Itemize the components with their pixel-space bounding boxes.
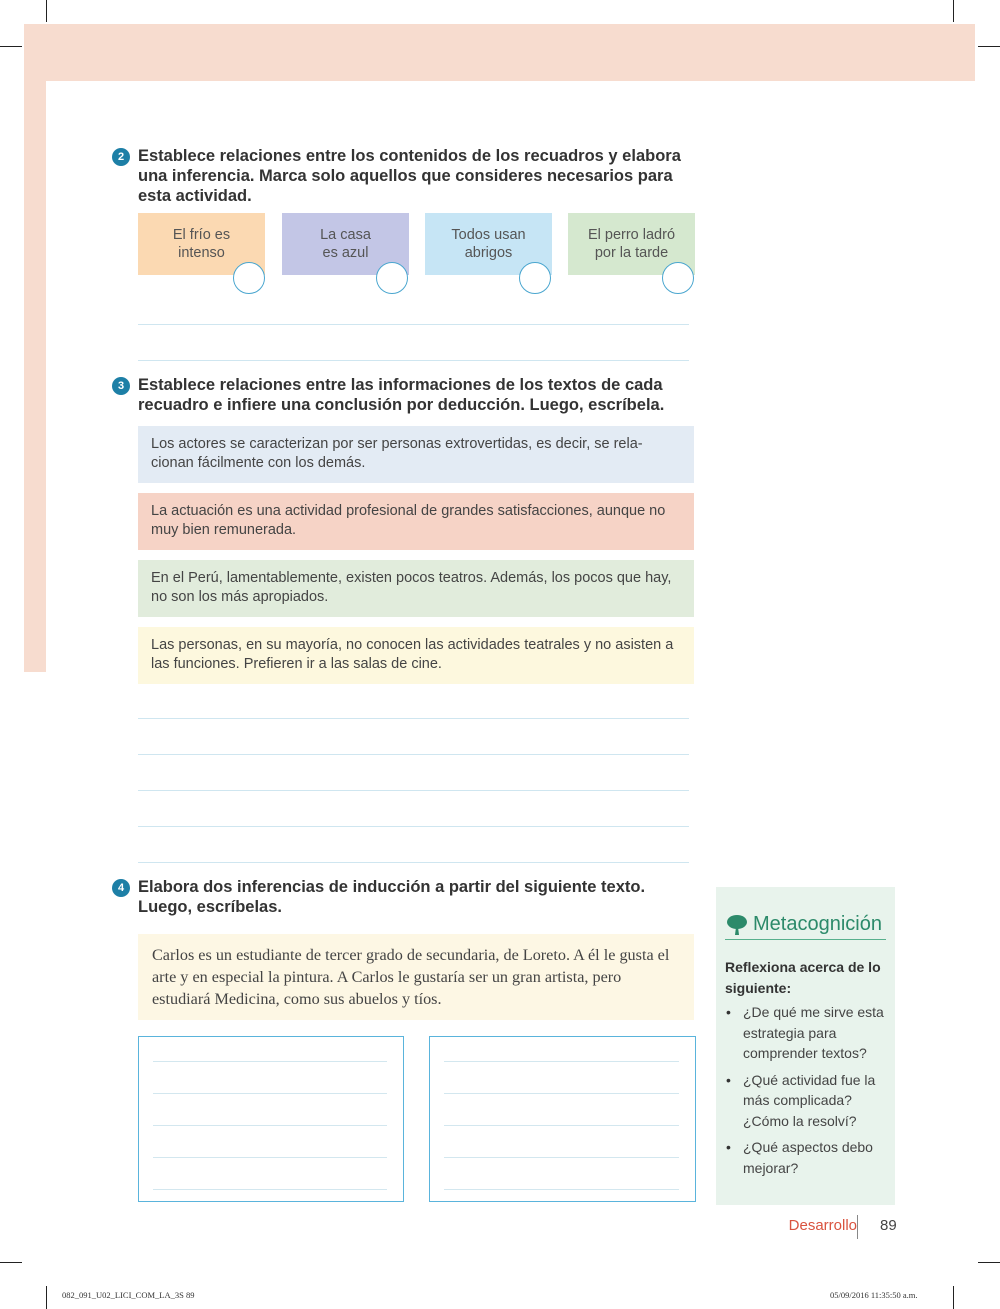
answer-line [444, 1061, 679, 1062]
section-label: Desarrollo [788, 1217, 857, 1234]
answer-line [444, 1125, 679, 1126]
crop-mark [46, 1286, 47, 1309]
question-number: 4 [112, 879, 130, 897]
answer-line [153, 1125, 387, 1126]
crop-mark [978, 46, 1000, 47]
metacognition-title: Metacognición [725, 913, 886, 940]
card-dog: El perro ladró por la tarde [568, 213, 695, 275]
header-band [24, 24, 975, 81]
list-item: • ¿De qué me sirve esta estrategia para comprender textos? [725, 1002, 886, 1064]
crop-mark [953, 0, 954, 22]
side-band [24, 24, 46, 672]
answer-line[interactable] [138, 324, 689, 325]
footer-divider [857, 1215, 858, 1239]
crop-mark [953, 1286, 954, 1309]
list-item: • ¿Qué actividad fue la más complicada? ¿Cómo la resolví? [725, 1070, 886, 1132]
metacognition-list [725, 1002, 886, 1178]
list-item: • ¿Qué aspectos debo mejorar? [725, 1137, 886, 1178]
answer-line [153, 1157, 387, 1158]
print-slug-file: 082_091_U02_LICI_COM_LA_3S 89 [62, 1290, 195, 1300]
inference-answer-box-2[interactable] [429, 1036, 696, 1202]
question-number: 2 [112, 148, 130, 166]
card-house-checkbox[interactable] [376, 262, 408, 294]
answer-line[interactable] [138, 826, 689, 827]
answer-line [444, 1189, 679, 1190]
question-3 [112, 375, 702, 415]
info-box-theaters: En el Perú, lamentablemente, existen pocos teatros. Además, los pocos que hay, no son los más apropiados. [138, 560, 694, 617]
card-coats-checkbox[interactable] [519, 262, 551, 294]
inference-answer-box-1[interactable] [138, 1036, 404, 1202]
crop-mark [978, 1262, 1000, 1263]
answer-line [153, 1189, 387, 1190]
crop-mark [0, 46, 22, 47]
question-text: Elabora dos inferencias de inducción a partir del siguiente texto. Luego, escríbelas. [138, 878, 646, 916]
tree-icon [725, 914, 749, 936]
question-text: Establece relaciones entre las informaciones de los textos de cada recuadro e infiere una conclusión por deducción. Luego, escríbela. [138, 376, 665, 414]
metacognition-panel [716, 887, 895, 1205]
answer-line[interactable] [138, 360, 689, 361]
question-2 [112, 146, 702, 206]
answer-line[interactable] [138, 718, 689, 719]
answer-line [444, 1093, 679, 1094]
crop-mark [0, 1262, 22, 1263]
question-text: Establece relaciones entre los contenidos de los recuadros y elabora una inferencia. Marca solo aquellos que consideres necesarios para esta actividad. [138, 147, 681, 205]
crop-mark [46, 0, 47, 22]
info-box-audience: Las personas, en su mayoría, no conocen las actividades teatrales y no asisten a las funciones. Prefieren ir a las salas de cine. [138, 627, 694, 684]
card-cold: El frío es intenso [138, 213, 265, 275]
answer-line [444, 1157, 679, 1158]
card-cold-checkbox[interactable] [233, 262, 265, 294]
question-4 [112, 877, 702, 917]
print-slug-timestamp: 05/09/2016 11:35:50 a.m. [830, 1290, 918, 1300]
answer-line [153, 1093, 387, 1094]
question-number: 3 [112, 377, 130, 395]
answer-line [153, 1061, 387, 1062]
answer-line[interactable] [138, 790, 689, 791]
card-dog-checkbox[interactable] [662, 262, 694, 294]
story-text: Carlos es un estudiante de tercer grado de secundaria, de Loreto. A él le gusta el arte y en especial la pintura. A Carlos le gustaría ser un gran artista, pero estudiará Medicina, como sus abuelos y tíos. [138, 934, 694, 1020]
answer-line[interactable] [138, 754, 689, 755]
page-number: 89 [880, 1217, 897, 1234]
metacognition-intro: Reflexiona acerca de lo siguiente: [725, 959, 881, 996]
info-box-actors: Los actores se caracterizan por ser personas extrovertidas, es decir, se rela-cionan fácilmente con los demás. [138, 426, 694, 483]
info-box-acting: La actuación es una actividad profesional de grandes satisfacciones, aunque no muy bien remunerada. [138, 493, 694, 550]
card-coats: Todos usan abrigos [425, 213, 552, 275]
answer-line[interactable] [138, 862, 689, 863]
card-house: La casa es azul [282, 213, 409, 275]
